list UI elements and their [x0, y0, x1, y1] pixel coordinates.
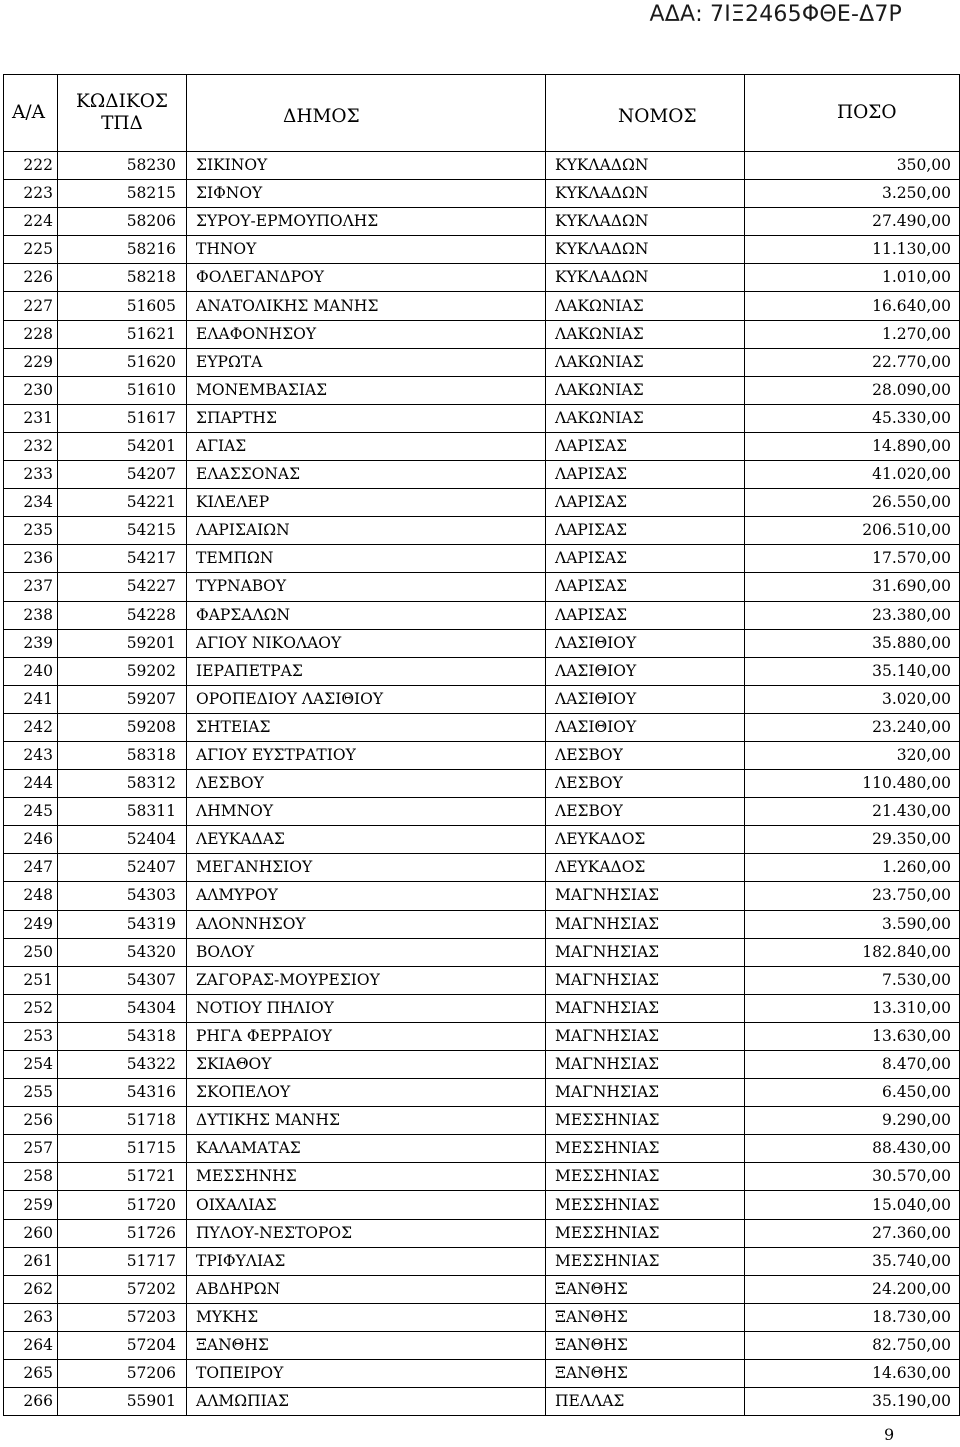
- cell-nomos: ΜΑΓΝΗΣΙΑΣ: [546, 938, 745, 966]
- cell-dimos: ΑΓΙΟΥ ΕΥΣΤΡΑΤΙΟΥ: [187, 741, 546, 769]
- table-row: [4, 741, 960, 769]
- cell-dimos: ΑΓΙΟΥ ΝΙΚΟΛΑΟΥ: [187, 629, 546, 657]
- cell-dimos: ΣΗΤΕΙΑΣ: [187, 713, 546, 741]
- table-row: [4, 1331, 960, 1359]
- allocation-table: [3, 74, 960, 1416]
- cell-dimos: ΤΕΜΠΩΝ: [187, 545, 546, 573]
- cell-code: 54304: [58, 994, 187, 1022]
- cell-nomos: ΜΑΓΝΗΣΙΑΣ: [546, 910, 745, 938]
- table-row: [4, 1275, 960, 1303]
- cell-nomos: ΛΑΡΙΣΑΣ: [546, 461, 745, 489]
- cell-code: 57203: [58, 1303, 187, 1331]
- table-row: [4, 713, 960, 741]
- cell-aa: 262: [4, 1275, 58, 1303]
- cell-nomos: ΚΥΚΛΑΔΩΝ: [546, 236, 745, 264]
- column-header-code-line2: ΤΠΔ: [101, 113, 143, 134]
- table-row: [4, 236, 960, 264]
- cell-code: 55901: [58, 1388, 187, 1416]
- cell-aa: 224: [4, 208, 58, 236]
- table-row: [4, 1247, 960, 1275]
- cell-dimos: ΝΟΤΙΟΥ ΠΗΛΙΟΥ: [187, 994, 546, 1022]
- column-header-nomos: ΝΟΜΟΣ: [546, 75, 745, 152]
- table-row: [4, 994, 960, 1022]
- cell-aa: 260: [4, 1219, 58, 1247]
- table-row: [4, 826, 960, 854]
- cell-dimos: ΣΙΚΙΝΟΥ: [187, 152, 546, 180]
- cell-poso: 45.330,00: [745, 404, 960, 432]
- column-header-code-line1: ΚΩΔΙΚΟΣ: [76, 91, 168, 112]
- cell-code: 54201: [58, 432, 187, 460]
- cell-dimos: ΑΛΜΩΠΙΑΣ: [187, 1388, 546, 1416]
- table-body: [4, 152, 960, 1416]
- cell-poso: 27.360,00: [745, 1219, 960, 1247]
- cell-aa: 228: [4, 320, 58, 348]
- cell-aa: 252: [4, 994, 58, 1022]
- cell-dimos: ΦΟΛΕΓΑΝΔΡΟΥ: [187, 264, 546, 292]
- cell-dimos: ΒΟΛΟΥ: [187, 938, 546, 966]
- cell-aa: 230: [4, 376, 58, 404]
- cell-nomos: ΛΑΡΙΣΑΣ: [546, 489, 745, 517]
- cell-dimos: ΣΠΑΡΤΗΣ: [187, 404, 546, 432]
- cell-code: 59202: [58, 657, 187, 685]
- table-row: [4, 208, 960, 236]
- table-row: [4, 798, 960, 826]
- table-row: [4, 432, 960, 460]
- table-row: [4, 1107, 960, 1135]
- cell-nomos: ΜΑΓΝΗΣΙΑΣ: [546, 994, 745, 1022]
- cell-nomos: ΛΕΣΒΟΥ: [546, 741, 745, 769]
- cell-nomos: ΛΑΣΙΘΙΟΥ: [546, 629, 745, 657]
- cell-code: 52404: [58, 826, 187, 854]
- cell-aa: 263: [4, 1303, 58, 1331]
- cell-aa: 226: [4, 264, 58, 292]
- cell-poso: 6.450,00: [745, 1079, 960, 1107]
- cell-aa: 264: [4, 1331, 58, 1359]
- cell-code: 57206: [58, 1360, 187, 1388]
- cell-nomos: ΛΕΣΒΟΥ: [546, 798, 745, 826]
- cell-code: 51726: [58, 1219, 187, 1247]
- cell-nomos: ΠΕΛΛΑΣ: [546, 1388, 745, 1416]
- table-row: [4, 657, 960, 685]
- cell-nomos: ΜΕΣΣΗΝΙΑΣ: [546, 1219, 745, 1247]
- cell-dimos: ΑΝΑΤΟΛΙΚΗΣ ΜΑΝΗΣ: [187, 292, 546, 320]
- cell-poso: 35.740,00: [745, 1247, 960, 1275]
- cell-code: 54320: [58, 938, 187, 966]
- cell-poso: 35.140,00: [745, 657, 960, 685]
- cell-poso: 18.730,00: [745, 1303, 960, 1331]
- table-row: [4, 1163, 960, 1191]
- cell-aa: 249: [4, 910, 58, 938]
- cell-aa: 236: [4, 545, 58, 573]
- cell-poso: 3.250,00: [745, 180, 960, 208]
- cell-nomos: ΛΑΚΩΝΙΑΣ: [546, 376, 745, 404]
- cell-aa: 265: [4, 1360, 58, 1388]
- cell-dimos: ΑΛΜΥΡΟΥ: [187, 882, 546, 910]
- cell-code: 54221: [58, 489, 187, 517]
- cell-nomos: ΚΥΚΛΑΔΩΝ: [546, 264, 745, 292]
- cell-dimos: ΤΥΡΝΑΒΟΥ: [187, 573, 546, 601]
- cell-aa: 237: [4, 573, 58, 601]
- table-row: [4, 517, 960, 545]
- cell-code: 51720: [58, 1191, 187, 1219]
- table-row: [4, 1219, 960, 1247]
- cell-nomos: ΜΕΣΣΗΝΙΑΣ: [546, 1247, 745, 1275]
- cell-nomos: ΜΕΣΣΗΝΙΑΣ: [546, 1107, 745, 1135]
- cell-dimos: ΛΗΜΝΟΥ: [187, 798, 546, 826]
- table-row: [4, 1079, 960, 1107]
- table-row: [4, 573, 960, 601]
- cell-nomos: ΜΕΣΣΗΝΙΑΣ: [546, 1135, 745, 1163]
- cell-aa: 242: [4, 713, 58, 741]
- cell-dimos: ΑΛΟΝΝΗΣΟΥ: [187, 910, 546, 938]
- table-row: [4, 264, 960, 292]
- cell-nomos: ΚΥΚΛΑΔΩΝ: [546, 180, 745, 208]
- table-row: [4, 854, 960, 882]
- cell-code: 54207: [58, 461, 187, 489]
- table-row: [4, 966, 960, 994]
- cell-poso: 88.430,00: [745, 1135, 960, 1163]
- table-row: [4, 180, 960, 208]
- cell-code: 59207: [58, 685, 187, 713]
- cell-dimos: ΤΗΝΟΥ: [187, 236, 546, 264]
- table-row: [4, 1360, 960, 1388]
- cell-poso: 26.550,00: [745, 489, 960, 517]
- column-header-aa: Α/Α: [4, 75, 58, 152]
- cell-nomos: ΛΕΣΒΟΥ: [546, 770, 745, 798]
- cell-aa: 240: [4, 657, 58, 685]
- cell-aa: 247: [4, 854, 58, 882]
- table-header: [4, 75, 960, 152]
- cell-nomos: ΛΑΚΩΝΙΑΣ: [546, 320, 745, 348]
- table-row: [4, 910, 960, 938]
- cell-code: 54307: [58, 966, 187, 994]
- cell-aa: 244: [4, 770, 58, 798]
- cell-poso: 14.630,00: [745, 1360, 960, 1388]
- cell-dimos: ΔΥΤΙΚΗΣ ΜΑΝΗΣ: [187, 1107, 546, 1135]
- cell-poso: 350,00: [745, 152, 960, 180]
- cell-nomos: ΜΑΓΝΗΣΙΑΣ: [546, 1022, 745, 1050]
- table-row: [4, 545, 960, 573]
- cell-nomos: ΜΑΓΝΗΣΙΑΣ: [546, 966, 745, 994]
- table-row: [4, 1051, 960, 1079]
- cell-aa: 254: [4, 1051, 58, 1079]
- cell-nomos: ΜΕΣΣΗΝΙΑΣ: [546, 1163, 745, 1191]
- cell-aa: 233: [4, 461, 58, 489]
- cell-dimos: ΖΑΓΟΡΑΣ-ΜΟΥΡΕΣΙΟΥ: [187, 966, 546, 994]
- cell-poso: 206.510,00: [745, 517, 960, 545]
- cell-poso: 110.480,00: [745, 770, 960, 798]
- cell-poso: 22.770,00: [745, 348, 960, 376]
- table-row: [4, 629, 960, 657]
- cell-dimos: ΚΑΛΑΜΑΤΑΣ: [187, 1135, 546, 1163]
- cell-code: 54215: [58, 517, 187, 545]
- cell-dimos: ΟΡΟΠΕΔΙΟΥ ΛΑΣΙΘΙΟΥ: [187, 685, 546, 713]
- cell-poso: 11.130,00: [745, 236, 960, 264]
- column-header-dimos: ΔΗΜΟΣ: [187, 75, 546, 152]
- table-row: [4, 152, 960, 180]
- cell-poso: 35.190,00: [745, 1388, 960, 1416]
- cell-poso: 1.270,00: [745, 320, 960, 348]
- cell-poso: 17.570,00: [745, 545, 960, 573]
- cell-code: 54228: [58, 601, 187, 629]
- cell-code: 51718: [58, 1107, 187, 1135]
- cell-poso: 23.750,00: [745, 882, 960, 910]
- cell-poso: 7.530,00: [745, 966, 960, 994]
- cell-nomos: ΛΑΚΩΝΙΑΣ: [546, 404, 745, 432]
- cell-code: 51620: [58, 348, 187, 376]
- cell-dimos: ΕΥΡΩΤΑ: [187, 348, 546, 376]
- cell-aa: 253: [4, 1022, 58, 1050]
- cell-dimos: ΚΙΛΕΛΕΡ: [187, 489, 546, 517]
- cell-code: 58216: [58, 236, 187, 264]
- header-row: [4, 75, 960, 152]
- cell-poso: 15.040,00: [745, 1191, 960, 1219]
- cell-nomos: ΞΑΝΘΗΣ: [546, 1331, 745, 1359]
- cell-nomos: ΛΑΚΩΝΙΑΣ: [546, 348, 745, 376]
- cell-nomos: ΛΕΥΚΑΔΟΣ: [546, 854, 745, 882]
- cell-aa: 234: [4, 489, 58, 517]
- cell-code: 51717: [58, 1247, 187, 1275]
- cell-dimos: ΑΓΙΑΣ: [187, 432, 546, 460]
- table-row: [4, 404, 960, 432]
- cell-dimos: ΙΕΡΑΠΕΤΡΑΣ: [187, 657, 546, 685]
- cell-code: 54303: [58, 882, 187, 910]
- cell-nomos: ΚΥΚΛΑΔΩΝ: [546, 152, 745, 180]
- cell-aa: 225: [4, 236, 58, 264]
- cell-dimos: ΛΕΣΒΟΥ: [187, 770, 546, 798]
- cell-dimos: ΜΕΓΑΝΗΣΙΟΥ: [187, 854, 546, 882]
- cell-nomos: ΞΑΝΘΗΣ: [546, 1360, 745, 1388]
- column-header-code: [58, 75, 187, 152]
- cell-dimos: ΣΙΦΝΟΥ: [187, 180, 546, 208]
- cell-poso: 8.470,00: [745, 1051, 960, 1079]
- table-row: [4, 1388, 960, 1416]
- cell-poso: 31.690,00: [745, 573, 960, 601]
- cell-code: 54319: [58, 910, 187, 938]
- cell-nomos: ΛΑΚΩΝΙΑΣ: [546, 292, 745, 320]
- table-row: [4, 1135, 960, 1163]
- cell-code: 51617: [58, 404, 187, 432]
- cell-dimos: ΟΙΧΑΛΙΑΣ: [187, 1191, 546, 1219]
- cell-poso: 30.570,00: [745, 1163, 960, 1191]
- cell-dimos: ΠΥΛΟΥ-ΝΕΣΤΟΡΟΣ: [187, 1219, 546, 1247]
- document-ada-code: ΑΔΑ: 7ΙΞ2465ΦΘΕ-Δ7Ρ: [649, 2, 902, 27]
- cell-dimos: ΣΥΡΟΥ-ΕΡΜΟΥΠΟΛΗΣ: [187, 208, 546, 236]
- table-row: [4, 1191, 960, 1219]
- cell-dimos: ΜΥΚΗΣ: [187, 1303, 546, 1331]
- cell-nomos: ΛΑΣΙΘΙΟΥ: [546, 685, 745, 713]
- cell-dimos: ΜΕΣΣΗΝΗΣ: [187, 1163, 546, 1191]
- cell-code: 52407: [58, 854, 187, 882]
- cell-nomos: ΜΑΓΝΗΣΙΑΣ: [546, 1079, 745, 1107]
- cell-code: 58206: [58, 208, 187, 236]
- cell-aa: 239: [4, 629, 58, 657]
- cell-dimos: ΕΛΑΦΟΝΗΣΟΥ: [187, 320, 546, 348]
- cell-aa: 251: [4, 966, 58, 994]
- table-row: [4, 376, 960, 404]
- cell-poso: 21.430,00: [745, 798, 960, 826]
- cell-poso: 27.490,00: [745, 208, 960, 236]
- table-row: [4, 461, 960, 489]
- cell-nomos: ΛΕΥΚΑΔΟΣ: [546, 826, 745, 854]
- cell-poso: 14.890,00: [745, 432, 960, 460]
- cell-nomos: ΜΕΣΣΗΝΙΑΣ: [546, 1191, 745, 1219]
- cell-poso: 82.750,00: [745, 1331, 960, 1359]
- cell-aa: 223: [4, 180, 58, 208]
- cell-poso: 1.010,00: [745, 264, 960, 292]
- cell-aa: 245: [4, 798, 58, 826]
- table-row: [4, 348, 960, 376]
- cell-aa: 243: [4, 741, 58, 769]
- cell-aa: 231: [4, 404, 58, 432]
- cell-poso: 13.630,00: [745, 1022, 960, 1050]
- cell-aa: 259: [4, 1191, 58, 1219]
- table-row: [4, 1022, 960, 1050]
- cell-code: 54322: [58, 1051, 187, 1079]
- cell-dimos: ΡΗΓΑ ΦΕΡΡΑΙΟΥ: [187, 1022, 546, 1050]
- cell-dimos: ΦΑΡΣΑΛΩΝ: [187, 601, 546, 629]
- cell-code: 51715: [58, 1135, 187, 1163]
- table-row: [4, 770, 960, 798]
- cell-nomos: ΛΑΡΙΣΑΣ: [546, 545, 745, 573]
- cell-aa: 241: [4, 685, 58, 713]
- cell-dimos: ΣΚΟΠΕΛΟΥ: [187, 1079, 546, 1107]
- cell-poso: 29.350,00: [745, 826, 960, 854]
- cell-code: 58311: [58, 798, 187, 826]
- cell-code: 57202: [58, 1275, 187, 1303]
- cell-poso: 28.090,00: [745, 376, 960, 404]
- cell-dimos: ΛΕΥΚΑΔΑΣ: [187, 826, 546, 854]
- cell-code: 51621: [58, 320, 187, 348]
- cell-aa: 248: [4, 882, 58, 910]
- cell-nomos: ΞΑΝΘΗΣ: [546, 1303, 745, 1331]
- cell-code: 51721: [58, 1163, 187, 1191]
- table-row: [4, 1303, 960, 1331]
- cell-dimos: ΣΚΙΑΘΟΥ: [187, 1051, 546, 1079]
- cell-dimos: ΛΑΡΙΣΑΙΩΝ: [187, 517, 546, 545]
- cell-poso: 35.880,00: [745, 629, 960, 657]
- cell-aa: 258: [4, 1163, 58, 1191]
- cell-aa: 222: [4, 152, 58, 180]
- cell-code: 54316: [58, 1079, 187, 1107]
- table-row: [4, 292, 960, 320]
- table-row: [4, 601, 960, 629]
- cell-nomos: ΛΑΡΙΣΑΣ: [546, 573, 745, 601]
- cell-aa: 238: [4, 601, 58, 629]
- cell-nomos: ΜΑΓΝΗΣΙΑΣ: [546, 1051, 745, 1079]
- column-header-poso: ΠΟΣΟ: [745, 75, 960, 152]
- cell-code: 58318: [58, 741, 187, 769]
- cell-nomos: ΛΑΡΙΣΑΣ: [546, 517, 745, 545]
- cell-code: 58312: [58, 770, 187, 798]
- cell-code: 54217: [58, 545, 187, 573]
- cell-nomos: ΞΑΝΘΗΣ: [546, 1275, 745, 1303]
- cell-nomos: ΚΥΚΛΑΔΩΝ: [546, 208, 745, 236]
- cell-aa: 235: [4, 517, 58, 545]
- cell-nomos: ΜΑΓΝΗΣΙΑΣ: [546, 882, 745, 910]
- cell-code: 51605: [58, 292, 187, 320]
- cell-poso: 9.290,00: [745, 1107, 960, 1135]
- cell-poso: 13.310,00: [745, 994, 960, 1022]
- cell-dimos: ΕΛΑΣΣΟΝΑΣ: [187, 461, 546, 489]
- cell-code: 54227: [58, 573, 187, 601]
- table-row: [4, 685, 960, 713]
- cell-dimos: ΤΡΙΦΥΛΙΑΣ: [187, 1247, 546, 1275]
- cell-dimos: ΞΑΝΘΗΣ: [187, 1331, 546, 1359]
- cell-poso: 23.380,00: [745, 601, 960, 629]
- cell-poso: 16.640,00: [745, 292, 960, 320]
- cell-poso: 3.020,00: [745, 685, 960, 713]
- cell-code: 59208: [58, 713, 187, 741]
- cell-code: 54318: [58, 1022, 187, 1050]
- cell-aa: 256: [4, 1107, 58, 1135]
- cell-code: 59201: [58, 629, 187, 657]
- table-row: [4, 882, 960, 910]
- cell-poso: 182.840,00: [745, 938, 960, 966]
- cell-aa: 246: [4, 826, 58, 854]
- cell-nomos: ΛΑΡΙΣΑΣ: [546, 432, 745, 460]
- cell-poso: 3.590,00: [745, 910, 960, 938]
- table-row: [4, 938, 960, 966]
- cell-code: 58215: [58, 180, 187, 208]
- cell-code: 58230: [58, 152, 187, 180]
- cell-code: 58218: [58, 264, 187, 292]
- page-number: 9: [884, 1425, 895, 1444]
- cell-aa: 229: [4, 348, 58, 376]
- cell-nomos: ΛΑΡΙΣΑΣ: [546, 601, 745, 629]
- cell-aa: 255: [4, 1079, 58, 1107]
- cell-aa: 261: [4, 1247, 58, 1275]
- cell-aa: 232: [4, 432, 58, 460]
- cell-aa: 227: [4, 292, 58, 320]
- cell-dimos: ΑΒΔΗΡΩΝ: [187, 1275, 546, 1303]
- cell-aa: 250: [4, 938, 58, 966]
- cell-poso: 23.240,00: [745, 713, 960, 741]
- cell-code: 51610: [58, 376, 187, 404]
- cell-poso: 24.200,00: [745, 1275, 960, 1303]
- cell-poso: 41.020,00: [745, 461, 960, 489]
- cell-dimos: ΤΟΠΕΙΡΟΥ: [187, 1360, 546, 1388]
- cell-code: 57204: [58, 1331, 187, 1359]
- cell-aa: 257: [4, 1135, 58, 1163]
- cell-nomos: ΛΑΣΙΘΙΟΥ: [546, 713, 745, 741]
- cell-nomos: ΛΑΣΙΘΙΟΥ: [546, 657, 745, 685]
- cell-poso: 320,00: [745, 741, 960, 769]
- cell-poso: 1.260,00: [745, 854, 960, 882]
- table-row: [4, 489, 960, 517]
- cell-dimos: ΜΟΝΕΜΒΑΣΙΑΣ: [187, 376, 546, 404]
- cell-aa: 266: [4, 1388, 58, 1416]
- table-row: [4, 320, 960, 348]
